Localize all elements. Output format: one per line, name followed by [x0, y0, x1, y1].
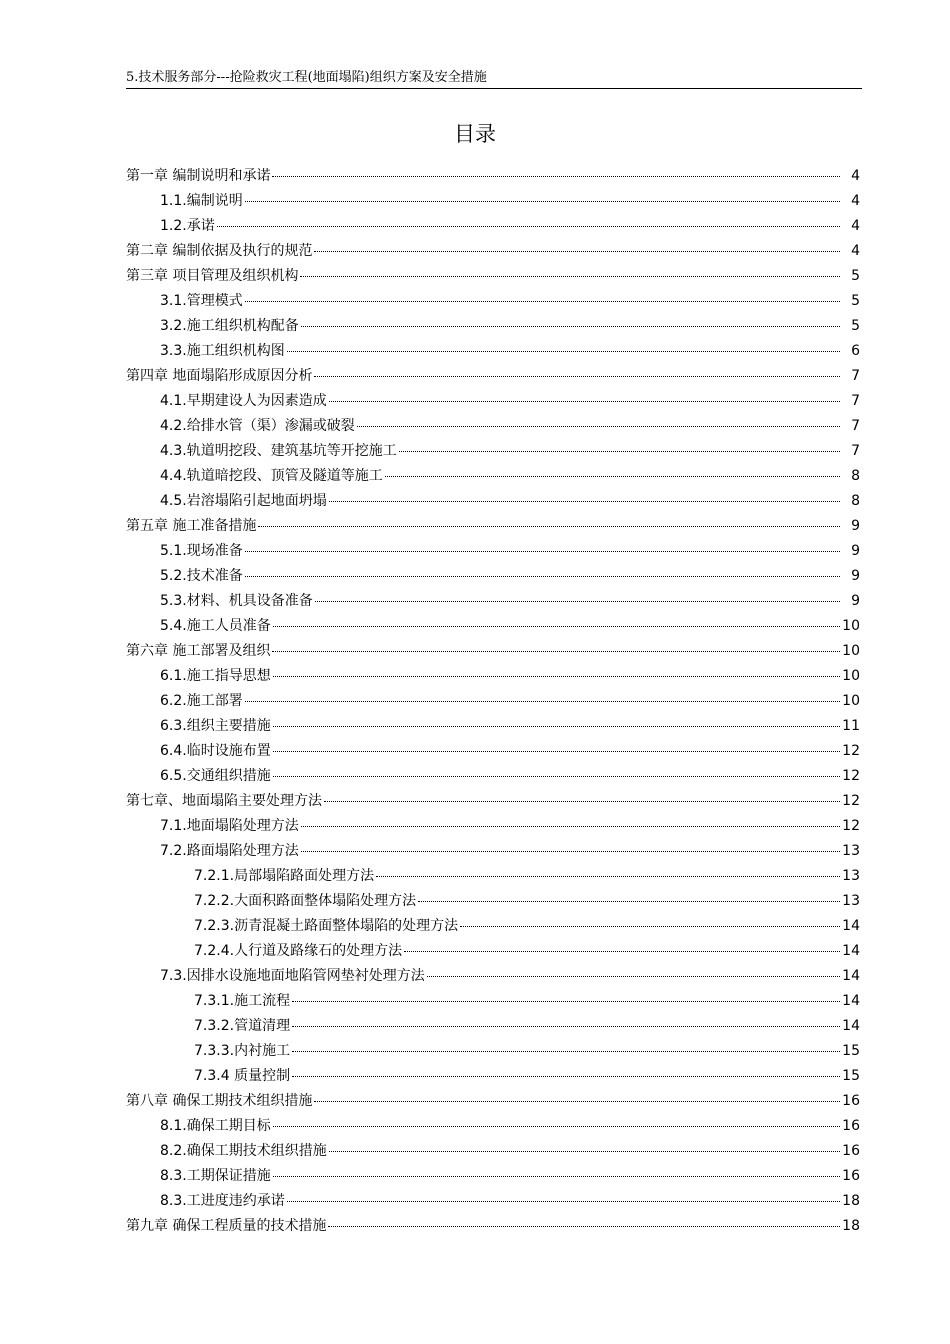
toc-entry-page: 16 [842, 1118, 860, 1134]
toc-entry-page: 5 [851, 268, 860, 284]
toc-entry[interactable] [126, 214, 860, 239]
toc-entry-label: 4.5.岩溶塌陷引起地面坍塌 [160, 493, 327, 509]
toc-entry-page: 14 [842, 993, 860, 1009]
toc-entry-label: 3.1.管理模式 [160, 293, 243, 309]
toc-entry-page: 10 [842, 668, 860, 684]
toc-entry[interactable] [126, 1214, 860, 1239]
toc-entry-page: 5 [851, 293, 860, 309]
toc-entry-label: 8.2.确保工期技术组织措施 [160, 1143, 327, 1159]
toc-entry-label: 7.3.2.管道清理 [194, 1018, 291, 1034]
toc-dot-leader [292, 1051, 840, 1052]
toc-entry[interactable] [126, 789, 860, 814]
toc-dot-leader [315, 601, 840, 602]
toc-entry-label: 第六章 施工部署及组织 [126, 643, 271, 659]
toc-entry-label: 6.1.施工指导思想 [160, 668, 271, 684]
toc-entry[interactable] [126, 939, 860, 964]
toc-entry-label: 5.3.材料、机具设备准备 [160, 593, 313, 609]
toc-dot-leader [314, 376, 840, 377]
toc-entry-page: 4 [851, 168, 860, 184]
toc-entry-page: 12 [842, 768, 860, 784]
toc-entry[interactable] [126, 864, 860, 889]
toc-entry[interactable] [126, 189, 860, 214]
toc-entry-page: 8 [851, 493, 860, 509]
toc-entry-page: 14 [842, 1018, 860, 1034]
toc-dot-leader [258, 526, 840, 527]
toc-dot-leader [314, 251, 840, 252]
toc-entry[interactable] [126, 414, 860, 439]
toc-entry-label: 7.3.3.内衬施工 [194, 1043, 291, 1059]
toc-entry[interactable] [126, 1039, 860, 1064]
toc-entry-label: 7.2.3.沥青混凝土路面整体塌陷的处理方法 [194, 918, 459, 934]
toc-entry-label: 7.3.因排水设施地面地陷管网垫衬处理方法 [160, 968, 425, 984]
toc-entry-page: 13 [842, 893, 860, 909]
toc-dot-leader [273, 726, 840, 727]
toc-entry-page: 15 [842, 1043, 860, 1059]
toc-entry-page: 10 [842, 643, 860, 659]
toc-entry-label: 3.2.施工组织机构配备 [160, 318, 299, 334]
toc-entry[interactable] [126, 389, 860, 414]
toc-dot-leader [292, 1001, 840, 1002]
toc-entry-page: 9 [851, 568, 860, 584]
toc-entry-page: 7 [851, 443, 860, 459]
toc-dot-leader [376, 876, 840, 877]
toc-dot-leader [217, 226, 840, 227]
toc-dot-leader [404, 951, 840, 952]
toc-dot-leader [300, 276, 840, 277]
table-of-contents [126, 164, 860, 1239]
toc-dot-leader [245, 701, 840, 702]
toc-entry[interactable] [126, 339, 860, 364]
toc-dot-leader [301, 326, 840, 327]
toc-entry-label: 4.3.轨道明挖段、建筑基坑等开挖施工 [160, 443, 397, 459]
toc-entry-page: 9 [851, 593, 860, 609]
toc-dot-leader [273, 1126, 840, 1127]
toc-entry-page: 9 [851, 543, 860, 559]
toc-dot-leader [245, 551, 840, 552]
toc-entry[interactable] [126, 1164, 860, 1189]
toc-entry[interactable] [126, 764, 860, 789]
toc-entry[interactable] [126, 464, 860, 489]
toc-entry-page: 9 [851, 518, 860, 534]
toc-entry[interactable] [126, 1089, 860, 1114]
toc-entry[interactable] [126, 364, 860, 389]
toc-dot-leader [273, 751, 840, 752]
toc-dot-leader [301, 851, 840, 852]
toc-entry[interactable] [126, 1014, 860, 1039]
toc-entry-page: 6 [851, 343, 860, 359]
toc-dot-leader [273, 676, 840, 677]
toc-entry[interactable] [126, 989, 860, 1014]
toc-entry-label: 7.2.2.大面积路面整体塌陷处理方法 [194, 893, 417, 909]
page-header: 5.技术服务部分---抢险救灾工程(地面塌陷)组织方案及安全措施 [126, 68, 862, 89]
toc-entry-label: 第七章、地面塌陷主要处理方法 [126, 793, 322, 809]
toc-dot-leader [292, 1076, 840, 1077]
toc-entry-page: 10 [842, 693, 860, 709]
toc-entry-page: 15 [842, 1068, 860, 1084]
toc-entry-label: 6.5.交通组织措施 [160, 768, 271, 784]
toc-entry-page: 16 [842, 1143, 860, 1159]
toc-entry[interactable] [126, 314, 860, 339]
toc-entry[interactable] [126, 164, 860, 189]
toc-entry[interactable] [126, 639, 860, 664]
toc-dot-leader [272, 176, 840, 177]
toc-dot-leader [324, 801, 840, 802]
toc-entry[interactable] [126, 964, 860, 989]
toc-dot-leader [273, 776, 840, 777]
toc-dot-leader [287, 351, 840, 352]
toc-entry-label: 4.1.早期建设人为因素造成 [160, 393, 327, 409]
toc-entry-label: 8.1.确保工期目标 [160, 1118, 271, 1134]
toc-entry-page: 7 [851, 418, 860, 434]
toc-entry-label: 7.3.4 质量控制 [194, 1068, 291, 1084]
toc-entry-page: 14 [842, 943, 860, 959]
toc-dot-leader [329, 401, 840, 402]
toc-entry[interactable] [126, 1139, 860, 1164]
toc-entry[interactable] [126, 439, 860, 464]
toc-dot-leader [357, 426, 840, 427]
toc-entry-page: 13 [842, 843, 860, 859]
toc-entry-label: 5.1.现场准备 [160, 543, 243, 559]
toc-entry[interactable] [126, 539, 860, 564]
toc-entry[interactable] [126, 814, 860, 839]
toc-entry-label: 第一章 编制说明和承诺 [126, 168, 271, 184]
toc-dot-leader [245, 576, 840, 577]
toc-entry-page: 8 [851, 468, 860, 484]
toc-dot-leader [399, 451, 840, 452]
page-title: 目录 [454, 122, 496, 146]
toc-entry-page: 16 [842, 1168, 860, 1184]
toc-entry[interactable] [126, 914, 860, 939]
toc-dot-leader [460, 926, 840, 927]
toc-entry[interactable] [126, 739, 860, 764]
toc-entry[interactable] [126, 714, 860, 739]
toc-entry[interactable] [126, 239, 860, 264]
toc-dot-leader [418, 901, 840, 902]
toc-entry-label: 第三章 项目管理及组织机构 [126, 268, 299, 284]
toc-dot-leader [329, 501, 840, 502]
toc-entry-page: 18 [842, 1218, 860, 1234]
toc-entry-page: 16 [842, 1093, 860, 1109]
toc-entry[interactable] [126, 1189, 860, 1214]
toc-entry-page: 14 [842, 968, 860, 984]
toc-entry[interactable] [126, 614, 860, 639]
toc-entry-label: 第四章 地面塌陷形成原因分析 [126, 368, 313, 384]
toc-entry-label: 4.4.轨道暗挖段、顶管及隧道等施工 [160, 468, 383, 484]
toc-entry-label: 6.4.临时设施布置 [160, 743, 271, 759]
toc-entry[interactable] [126, 1064, 860, 1089]
toc-entry[interactable] [126, 289, 860, 314]
toc-entry-label: 第二章 编制依据及执行的规范 [126, 243, 313, 259]
toc-entry-page: 4 [851, 218, 860, 234]
toc-entry-label: 8.3.工进度违约承诺 [160, 1193, 285, 1209]
toc-entry-page: 4 [851, 243, 860, 259]
toc-dot-leader [385, 476, 840, 477]
toc-entry-label: 6.2.施工部署 [160, 693, 243, 709]
toc-entry-page: 18 [842, 1193, 860, 1209]
toc-entry[interactable] [126, 514, 860, 539]
toc-entry-label: 7.2.4.人行道及路缘石的处理方法 [194, 943, 403, 959]
toc-entry[interactable] [126, 839, 860, 864]
toc-entry-label: 第八章 确保工期技术组织措施 [126, 1093, 313, 1109]
toc-entry[interactable] [126, 564, 860, 589]
toc-dot-leader [245, 201, 840, 202]
toc-dot-leader [301, 826, 840, 827]
toc-entry-page: 12 [842, 793, 860, 809]
toc-entry-page: 7 [851, 368, 860, 384]
toc-entry-label: 6.3.组织主要措施 [160, 718, 271, 734]
toc-dot-leader [245, 301, 840, 302]
toc-entry-page: 12 [842, 743, 860, 759]
toc-entry-page: 14 [842, 918, 860, 934]
toc-entry-page: 10 [842, 618, 860, 634]
toc-entry-page: 13 [842, 868, 860, 884]
toc-dot-leader [292, 1026, 840, 1027]
toc-entry-label: 5.2.技术准备 [160, 568, 243, 584]
toc-entry-label: 1.2.承诺 [160, 218, 215, 234]
toc-entry-page: 5 [851, 318, 860, 334]
toc-entry-label: 7.2.路面塌陷处理方法 [160, 843, 299, 859]
toc-entry[interactable] [126, 264, 860, 289]
toc-dot-leader [272, 651, 840, 652]
toc-entry-label: 4.2.给排水管（渠）渗漏或破裂 [160, 418, 355, 434]
toc-entry[interactable] [126, 1114, 860, 1139]
toc-dot-leader [328, 1226, 840, 1227]
toc-dot-leader [287, 1201, 840, 1202]
toc-dot-leader [273, 626, 840, 627]
toc-entry-label: 8.3.工期保证措施 [160, 1168, 271, 1184]
toc-entry-label: 7.1.地面塌陷处理方法 [160, 818, 299, 834]
toc-entry[interactable] [126, 889, 860, 914]
toc-entry-page: 11 [842, 718, 860, 734]
toc-dot-leader [273, 1176, 840, 1177]
toc-entry-page: 12 [842, 818, 860, 834]
toc-entry-page: 7 [851, 393, 860, 409]
toc-dot-leader [314, 1101, 840, 1102]
toc-entry-label: 7.3.1.施工流程 [194, 993, 291, 1009]
toc-entry-label: 第五章 施工准备措施 [126, 518, 257, 534]
toc-entry[interactable] [126, 589, 860, 614]
toc-entry[interactable] [126, 689, 860, 714]
toc-entry-label: 第九章 确保工程质量的技术措施 [126, 1218, 327, 1234]
toc-entry-label: 5.4.施工人员准备 [160, 618, 271, 634]
toc-dot-leader [329, 1151, 840, 1152]
toc-entry-label: 7.2.1.局部塌陷路面处理方法 [194, 868, 375, 884]
toc-entry[interactable] [126, 489, 860, 514]
toc-entry-label: 3.3.施工组织机构图 [160, 343, 285, 359]
toc-dot-leader [427, 976, 840, 977]
toc-entry-page: 4 [851, 193, 860, 209]
toc-entry[interactable] [126, 664, 860, 689]
toc-entry-label: 1.1.编制说明 [160, 193, 243, 209]
